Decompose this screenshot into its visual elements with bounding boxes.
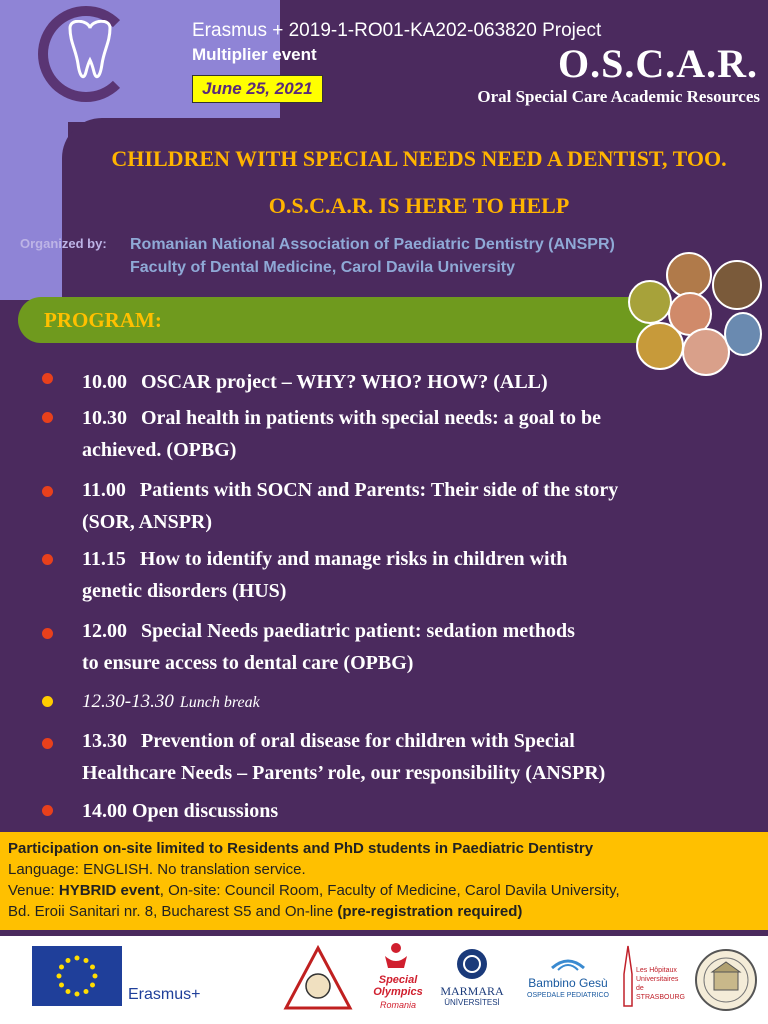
- event-type: Multiplier event: [192, 45, 317, 64]
- marmara-sub: ÜNİVERSİTESİ: [444, 998, 500, 1007]
- children-photo-collage: [628, 252, 764, 378]
- marmara-name: MARMARA: [440, 984, 504, 998]
- program-item: 10.00 OSCAR project – WHY? WHO? HOW? (ALL): [82, 371, 548, 393]
- event-date: June 25, 2021: [192, 75, 323, 103]
- language-text: Language: ENGLISH. No translation service.: [8, 861, 306, 878]
- bullet-icon: [42, 373, 53, 384]
- anspr-logo-icon: [282, 944, 354, 1012]
- venue-text: Venue: HYBRID event, On-site: Council Room, Faculty of Medicine, Carol Davila University,: [8, 882, 620, 899]
- organizer-1: Romanian National Association of Paediatric Dentistry (ANSPR): [130, 236, 615, 253]
- program-item-lunch: 12.30-13.30 Lunch break: [82, 691, 260, 712]
- oscar-full-name: Oral Special Care Academic Resources: [477, 87, 760, 106]
- tooth-icon: [64, 20, 116, 84]
- carol-davila-seal-icon: [694, 948, 758, 1012]
- child-photo: [724, 312, 762, 356]
- program-item: 14.00 Open discussions: [82, 800, 279, 822]
- bambino-gesu-logo-icon: [550, 950, 586, 974]
- participation-info-box: [0, 832, 768, 930]
- oscar-acronym: O.S.C.A.R.: [557, 41, 758, 86]
- bullet-icon: [42, 412, 53, 423]
- organized-by-label: Organized by:: [20, 236, 107, 251]
- strasbourg-hospitals-name: Les Hôpitaux Universitaires de STRASBOURG: [636, 967, 686, 1001]
- program-item: 12.00 Special Needs paediatric patient: sedation methods to ensure access to dental care (OPBG): [82, 620, 575, 674]
- bullet-icon: [42, 486, 53, 497]
- headline-2: O.S.C.A.R. IS HERE TO HELP: [268, 193, 570, 218]
- bullet-icon: [42, 738, 53, 749]
- bullet-icon: [42, 628, 53, 639]
- special-olympics-country: Romania: [379, 1000, 417, 1010]
- project-code: Erasmus + 2019-1-RO01-KA202-063820 Project: [192, 20, 602, 41]
- bullet-icon: [42, 805, 53, 816]
- special-olympics-name: Special Olympics: [373, 974, 423, 998]
- bullet-icon: [42, 696, 53, 707]
- bullet-icon: [42, 554, 53, 565]
- child-photo: [712, 260, 762, 310]
- address-text: Bd. Eroii Sanitari nr. 8, Bucharest S5 and On-line (pre-registration required): [8, 903, 523, 920]
- program-item: 10.30 Oral health in patients with special needs: a goal to be achieved. (OPBG): [82, 407, 602, 461]
- child-photo: [628, 280, 672, 324]
- program-item: 11.15 How to identify and manage risks in children with genetic disorders (HUS): [82, 548, 568, 602]
- program-title: PROGRAM:: [44, 308, 162, 332]
- child-photo: [636, 322, 684, 370]
- eu-flag-icon: [32, 946, 122, 1006]
- organizer-2: Faculty of Dental Medicine, Carol Davila University: [130, 259, 515, 276]
- strasbourg-cathedral-icon: [618, 944, 638, 1008]
- marmara-logo-icon: [456, 948, 488, 980]
- program-item: 13.30 Prevention of oral disease for children with Special Healthcare Needs – Parents’ role, our responsibility (ANSPR): [82, 730, 606, 784]
- headline-1: CHILDREN WITH SPECIAL NEEDS NEED A DENTIST, TOO.: [111, 146, 727, 171]
- bambino-gesu-name: Bambino Gesù: [528, 976, 608, 990]
- erasmus-label: Erasmus+: [128, 986, 201, 1003]
- program-item: 11.00 Patients with SOCN and Parents: Their side of the story (SOR, ANSPR): [82, 479, 619, 533]
- bambino-gesu-sub: OSPEDALE PEDIATRICO: [527, 992, 609, 999]
- special-olympics-logo-icon: [382, 942, 410, 970]
- participation-text: Participation on-site limited to Residents and PhD students in Paediatric Dentistry: [8, 840, 594, 857]
